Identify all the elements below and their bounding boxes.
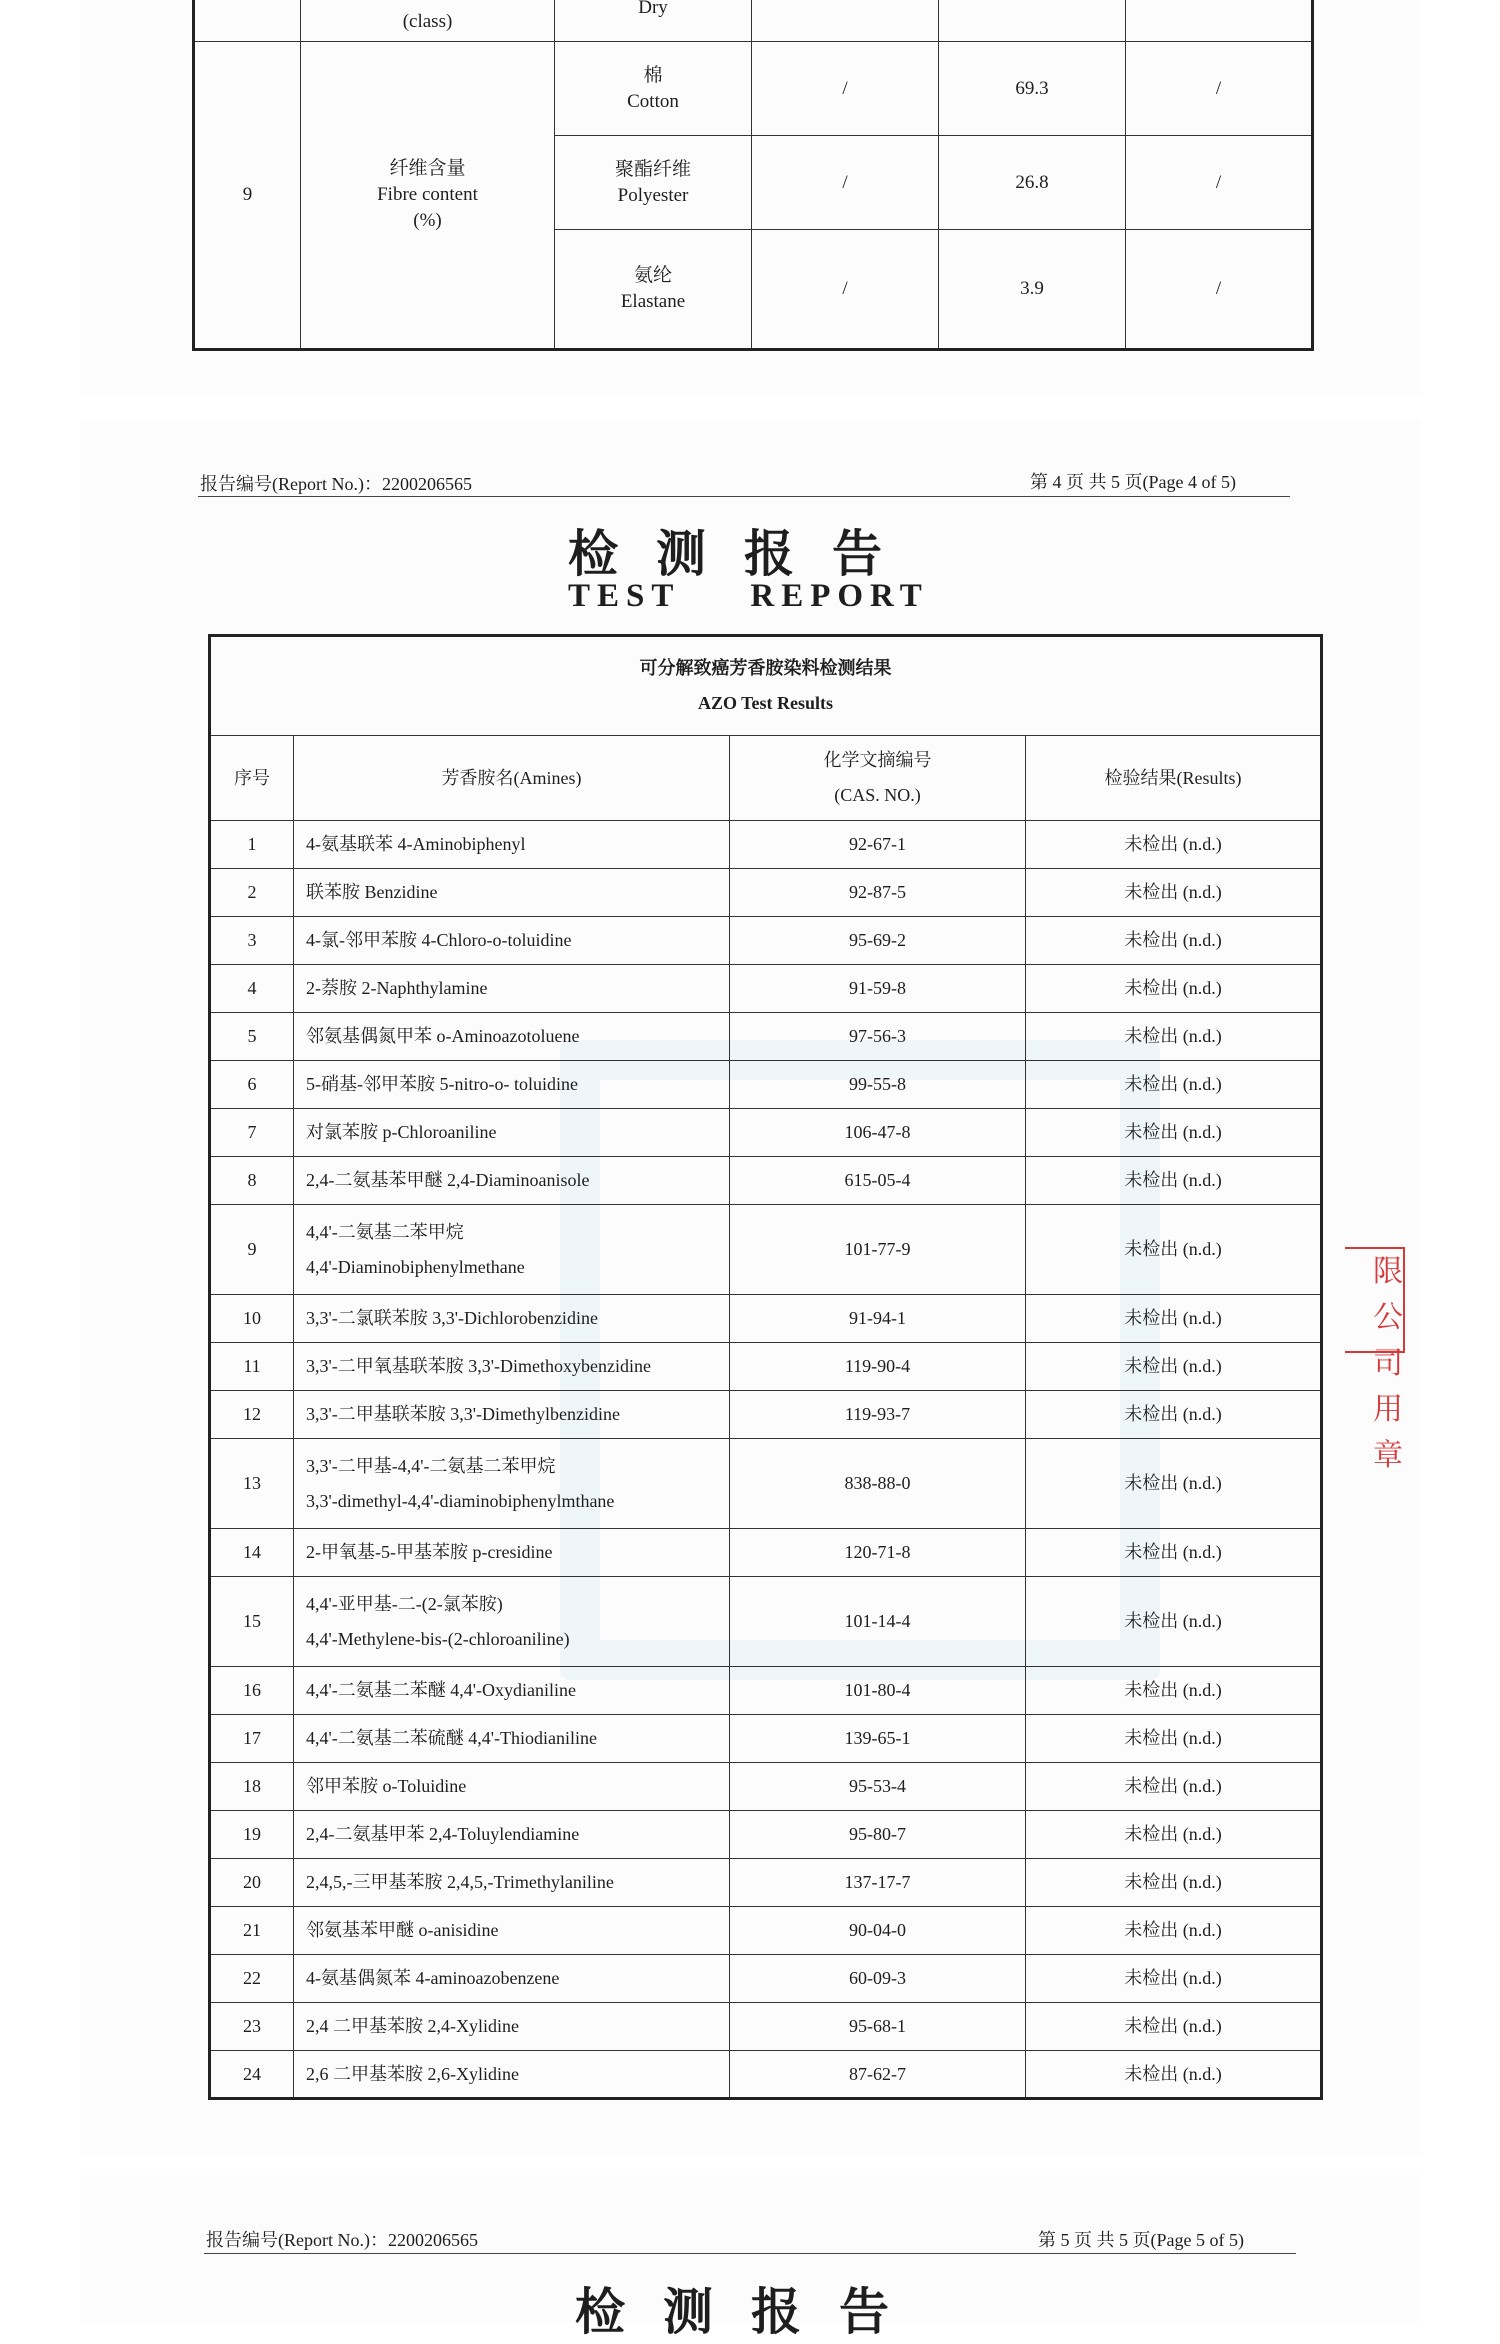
table-row [210,1667,1322,1715]
test-result: 未检出 (n.d.) [1026,1061,1322,1109]
caption-en: AZO Test Results [697,693,834,713]
fibre-name-en: Polyester [617,184,689,206]
test-result: 未检出 (n.d.) [1026,1439,1322,1529]
row-number: 10 [210,1295,294,1343]
amine-name-en: 4,4'-Methylene-bis-(2-chloroaniline) [306,1628,570,1649]
table-row [194,0,1313,42]
test-result: 未检出 (n.d.) [1026,1157,1322,1205]
cas-number: 101-77-9 [730,1205,1026,1295]
col-header-results: 检验结果(Results) [1026,736,1322,821]
header-divider [204,2253,1296,2254]
amine-name [294,1439,730,1529]
amine-name: 邻氨基苯甲醚 o-anisidine [294,1907,730,1955]
table-caption [210,636,1322,736]
cas-number: 139-65-1 [730,1715,1026,1763]
table-cell [194,0,301,42]
test-result: 未检出 (n.d.) [1026,1763,1322,1811]
row-number: 5 [210,1013,294,1061]
page-indicator: 第 5 页 共 5 页(Page 5 of 5) [1038,2230,1244,2250]
fibre-name-cell [555,42,752,136]
report-title-en [568,578,929,615]
cas-header-en: (CAS. NO.) [834,785,921,805]
amine-name: 邻甲苯胺 o-Toluidine [294,1763,730,1811]
fibre-value: 3.9 [939,230,1126,350]
partial-dry-label: Dry [638,0,668,18]
fibre-name-cell [555,136,752,230]
report-title-cn: 检测报告 [568,524,920,583]
table-row [210,1343,1322,1391]
amine-name-cn: 4,4'-亚甲基-二-(2-氯苯胺) [306,1593,503,1614]
row-number: 21 [210,1907,294,1955]
test-result: 未检出 (n.d.) [1026,1811,1322,1859]
amine-name: 2-甲氧基-5-甲基苯胺 p-cresidine [294,1529,730,1577]
test-result: 未检出 (n.d.) [1026,869,1322,917]
cas-number: 838-88-0 [730,1439,1026,1529]
page-indicator: 第 4 页 共 5 页(Page 4 of 5) [1030,472,1236,492]
table-row [210,1577,1322,1667]
test-result: 未检出 (n.d.) [1026,2051,1322,2099]
cas-number: 87-62-7 [730,2051,1026,2099]
table-row [210,1955,1322,2003]
fibre-value: 26.8 [939,136,1126,230]
test-result: 未检出 (n.d.) [1026,1715,1322,1763]
row-number: 11 [210,1343,294,1391]
test-result: 未检出 (n.d.) [1026,821,1322,869]
test-result: 未检出 (n.d.) [1026,2003,1322,2051]
row-number: 20 [210,1859,294,1907]
report-number: 报告编号(Report No.)：2200206565 [206,2230,478,2250]
azo-results-table [208,634,1323,2100]
report-title-en-word-2: REPORT [750,578,929,614]
test-result: 未检出 (n.d.) [1026,1577,1322,1667]
row-number: 15 [210,1577,294,1667]
table-row [210,1391,1322,1439]
table-cell: / [752,230,939,350]
amine-name: 4-氨基联苯 4-Aminobiphenyl [294,821,730,869]
amine-name: 2,6 二甲基苯胺 2,6-Xylidine [294,2051,730,2099]
amine-name: 对氯苯胺 p-Chloroaniline [294,1109,730,1157]
fibre-name-cell [555,230,752,350]
cas-number: 106-47-8 [730,1109,1026,1157]
report-number: 报告编号(Report No.)：2200206565 [200,474,472,494]
amine-name [294,1577,730,1667]
seal-line-2: 用章 [1373,1392,1403,1473]
test-result: 未检出 (n.d.) [1026,1295,1322,1343]
amine-name [294,1205,730,1295]
table-row [210,1109,1322,1157]
table-cell: / [752,136,939,230]
amine-name: 5-硝基-邻甲苯胺 5-nitro-o- toluidine [294,1061,730,1109]
cas-number: 95-80-7 [730,1811,1026,1859]
cas-number: 97-56-3 [730,1013,1026,1061]
table-row [210,1439,1322,1529]
amine-name: 4,4'-二氨基二苯硫醚 4,4'-Thiodianiline [294,1715,730,1763]
fibre-name-cn: 棉 [643,64,663,86]
table-row [210,965,1322,1013]
table-cell [939,0,1126,42]
row-number: 24 [210,2051,294,2099]
col-header-cas [730,736,1026,821]
row-number: 1 [210,821,294,869]
header-divider [198,496,1290,497]
fibre-name-cn: 氨纶 [633,265,672,286]
test-result: 未检出 (n.d.) [1026,917,1322,965]
test-result: 未检出 (n.d.) [1026,965,1322,1013]
fibre-value: 69.3 [939,42,1126,136]
amine-name: 3,3'-二氯联苯胺 3,3'-Dichlorobenzidine [294,1295,730,1343]
amine-name-cn: 4,4'-二氨基二苯甲烷 [306,1221,464,1242]
row-number: 16 [210,1667,294,1715]
row-number: 6 [210,1061,294,1109]
test-result: 未检出 (n.d.) [1026,1109,1322,1157]
cas-number: 119-90-4 [730,1343,1026,1391]
fibre-item-cell [301,42,555,350]
cas-number: 92-87-5 [730,869,1026,917]
table-cell: / [1126,230,1313,350]
table-row [194,42,1313,136]
table-caption-row [210,636,1322,736]
table-row [210,1763,1322,1811]
test-result: 未检出 (n.d.) [1026,1907,1322,1955]
col-header-amines: 芳香胺名(Amines) [294,736,730,821]
table-row [210,2051,1322,2099]
amine-name: 3,3'-二甲基联苯胺 3,3'-Dimethylbenzidine [294,1391,730,1439]
row-number: 8 [210,1157,294,1205]
report-title-en-word-1: TEST [568,578,681,614]
table-row [210,821,1322,869]
fibre-content-table [192,0,1314,351]
row-number: 19 [210,1811,294,1859]
table-cell: / [752,42,939,136]
row-number: 23 [210,2003,294,2051]
table-cell [752,0,939,42]
row-number: 14 [210,1529,294,1577]
amine-name: 2,4,5,-三甲基苯胺 2,4,5,-Trimethylaniline [294,1859,730,1907]
table-row [210,1061,1322,1109]
row-number: 3 [210,917,294,965]
table-cell: / [1126,136,1313,230]
table-cell [555,0,752,42]
cas-number: 99-55-8 [730,1061,1026,1109]
report-title-cn: 检测报告 [575,2282,927,2341]
amine-name-en: 4,4'-Diaminobiphenylmethane [306,1256,525,1277]
amine-name: 邻氨基偶氮甲苯 o-Aminoazotoluene [294,1013,730,1061]
partial-class-label: (class) [402,11,453,32]
test-result: 未检出 (n.d.) [1026,1955,1322,2003]
fibre-item-cn: 纤维含量 [389,158,466,179]
test-result: 未检出 (n.d.) [1026,1013,1322,1061]
cas-number: 95-68-1 [730,2003,1026,2051]
amine-name: 4-氯-邻甲苯胺 4-Chloro-o-toluidine [294,917,730,965]
cas-number: 90-04-0 [730,1907,1026,1955]
row-number: 2 [210,869,294,917]
amine-name: 2,4-二氨基甲苯 2,4-Toluylendiamine [294,1811,730,1859]
cas-number: 95-69-2 [730,917,1026,965]
cas-number: 120-71-8 [730,1529,1026,1577]
amine-name-cn: 3,3'-二甲基-4,4'-二氨基二苯甲烷 [306,1455,556,1476]
amine-name: 2,4 二甲基苯胺 2,4-Xylidine [294,2003,730,2051]
row-number: 22 [210,1955,294,2003]
amine-name: 联苯胺 Benzidine [294,869,730,917]
test-result: 未检出 (n.d.) [1026,1667,1322,1715]
table-row [210,1907,1322,1955]
test-result: 未检出 (n.d.) [1026,1343,1322,1391]
test-result: 未检出 (n.d.) [1026,1529,1322,1577]
table-cell: / [1126,42,1313,136]
company-seal-stamp [1345,1247,1405,1473]
amine-name: 3,3'-二甲氧基联苯胺 3,3'-Dimethoxybenzidine [294,1343,730,1391]
row-number: 4 [210,965,294,1013]
fibre-item-unit: (%) [413,210,442,231]
table-row [210,1157,1322,1205]
cas-number: 119-93-7 [730,1391,1026,1439]
fibre-name-en: Elastane [620,291,686,312]
cas-number: 60-09-3 [730,1955,1026,2003]
table-row [210,1205,1322,1295]
caption-cn: 可分解致癌芳香胺染料检测结果 [639,658,892,678]
cas-number: 95-53-4 [730,1763,1026,1811]
cas-number: 615-05-4 [730,1157,1026,1205]
test-result: 未检出 (n.d.) [1026,1859,1322,1907]
header-row [210,736,1322,821]
table-cell [301,0,555,42]
fibre-name-en: Cotton [627,90,679,112]
amine-name-en: 3,3'-dimethyl-4,4'-diaminobiphenylmthane [306,1490,615,1511]
amine-name: 4,4'-二氨基二苯醚 4,4'-Oxydianiline [294,1667,730,1715]
table-cell [1126,0,1313,42]
table-row [210,1859,1322,1907]
azo-table-body [210,821,1322,2099]
cas-number: 91-59-8 [730,965,1026,1013]
row-number: 17 [210,1715,294,1763]
cas-number: 101-14-4 [730,1577,1026,1667]
table-row [210,1529,1322,1577]
fibre-name-cn: 聚酯纤维 [614,158,691,180]
table-row [210,1295,1322,1343]
fibre-item-en: Fibre content [377,184,478,205]
test-result: 未检出 (n.d.) [1026,1205,1322,1295]
table-row [210,917,1322,965]
row-number: 13 [210,1439,294,1529]
cas-number: 101-80-4 [730,1667,1026,1715]
cas-header-cn: 化学文摘编号 [823,750,932,770]
amine-name: 2-萘胺 2-Naphthylamine [294,965,730,1013]
row-number: 9 [194,42,301,350]
seal-line-1: 限公司 [1373,1254,1403,1381]
table-row [210,869,1322,917]
amine-name: 4-氨基偶氮苯 4-aminoazobenzene [294,1955,730,2003]
test-result: 未检出 (n.d.) [1026,1391,1322,1439]
row-number: 12 [210,1391,294,1439]
table-row [210,2003,1322,2051]
cas-number: 137-17-7 [730,1859,1026,1907]
cas-number: 91-94-1 [730,1295,1026,1343]
table-row [210,1811,1322,1859]
col-header-no: 序号 [210,736,294,821]
row-number: 18 [210,1763,294,1811]
cas-number: 92-67-1 [730,821,1026,869]
table-row [210,1715,1322,1763]
amine-name: 2,4-二氨基苯甲醚 2,4-Diaminoanisole [294,1157,730,1205]
row-number: 7 [210,1109,294,1157]
row-number: 9 [210,1205,294,1295]
table-row [210,1013,1322,1061]
